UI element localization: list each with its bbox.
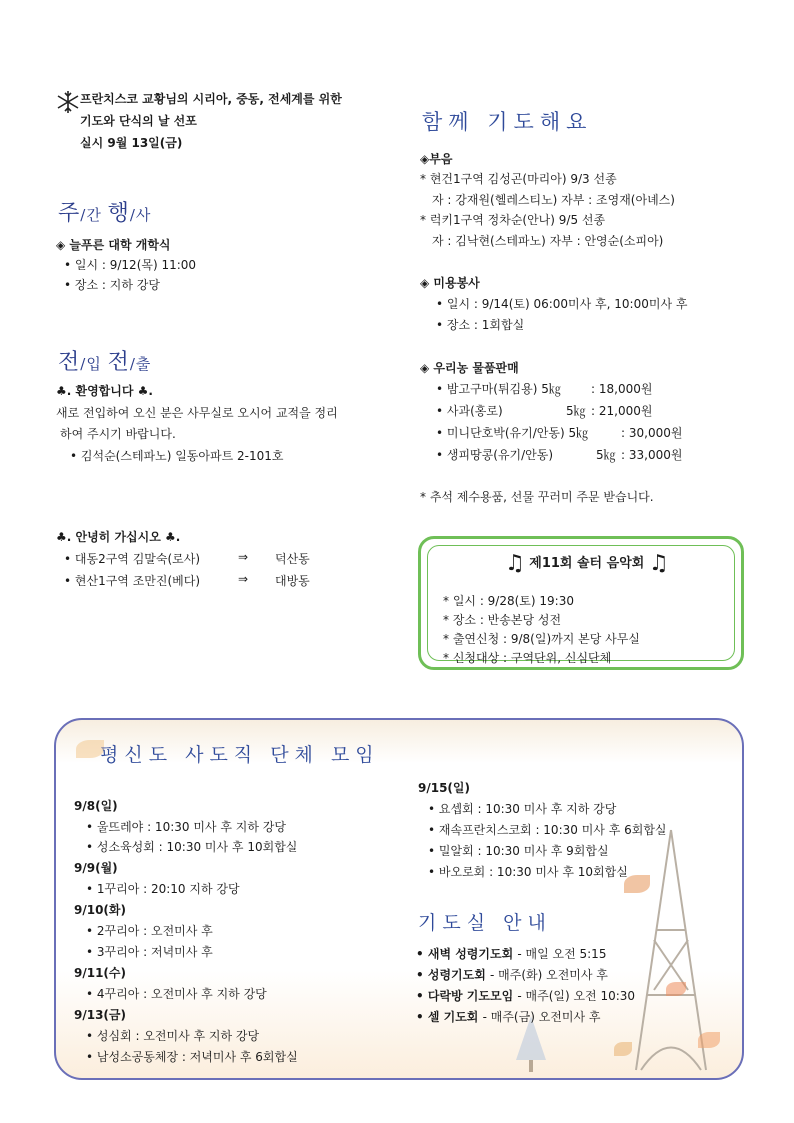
- group-item: • 재속프란치스코회 : 10:30 미사 후 6회합실: [428, 823, 667, 837]
- prayer-room-name: • 성령기도회: [416, 968, 486, 982]
- farewell-item-name: • 대동2구역 김말숙(로사): [64, 552, 201, 566]
- group-item: • 1꾸리아 : 20:10 지하 강당: [86, 882, 240, 896]
- group-item: • 밀알회 : 10:30 미사 후 9회합실: [428, 844, 609, 858]
- farewell-dest: 덕산동: [275, 552, 310, 566]
- group-date: 9/13(금): [74, 1008, 126, 1022]
- snowflake-icon: [56, 90, 80, 114]
- farm-item-name: • 밤고구마(튀김용) 5㎏: [436, 382, 561, 396]
- intro-line-1: 프란치스코 교황님의 시리아, 중동, 전세계를 위한: [80, 92, 342, 106]
- weekly-events-title: [58, 196, 151, 227]
- farm-item-name: • 사과(홍로): [436, 404, 503, 418]
- farm-item-name: • 생피땅콩(유기/안동): [436, 448, 554, 462]
- farewell-title: ♣. 안녕히 가십시오 ♣.: [56, 530, 181, 544]
- prayer-room-row: [416, 966, 608, 983]
- weekly-item-line: • 일시 : 9/12(목) 11:00: [64, 258, 197, 272]
- prayer-room-title: 기도실 안내: [418, 912, 552, 934]
- intro-line-2: 기도와 단식의 날 선포: [80, 114, 197, 128]
- prayer-room-time: - 매주(금) 오전미사 후: [482, 1010, 601, 1024]
- transfer-title-part-a: 전: [58, 350, 81, 375]
- farm-item-price: : 30,000원: [621, 426, 683, 440]
- welcome-item: • 김석순(스테파노) 일동아파트 2-101호: [70, 449, 284, 463]
- transfer-title-part-b: /입: [80, 355, 108, 373]
- group-item: • 남성소공동체장 : 저녁미사 후 6회합실: [86, 1050, 298, 1064]
- welcome-title: ♣. 환영합니다 ♣.: [56, 384, 153, 398]
- weekly-item-line: • 장소 : 지하 강당: [64, 278, 160, 292]
- group-date: 9/15(일): [418, 781, 470, 795]
- transfer-title-part-c: 전: [107, 350, 130, 375]
- obituary-title: ◈부음: [420, 152, 453, 166]
- weekly-title-part-b: /간: [80, 206, 108, 224]
- haircut-line: • 장소 : 1회합실: [436, 318, 525, 332]
- prayer-room-time: - 매일 오전 5:15: [517, 947, 607, 961]
- prayer-room-name: • 셀 기도회: [416, 1010, 479, 1024]
- group-date: 9/8(일): [74, 799, 118, 813]
- group-item: • 3꾸리아 : 저녁미사 후: [86, 945, 213, 959]
- farewell-arrow: ⇒: [238, 550, 249, 564]
- concert-line: * 신청대상 : 구역단위, 신심단체: [443, 651, 612, 665]
- prayer-room-row: [416, 1008, 600, 1025]
- weekly-title-part-d: /사: [129, 206, 152, 224]
- concert-line: * 출연신청 : 9/8(일)까지 본당 사무실: [443, 632, 640, 646]
- haircut-title: ◈ 미용봉사: [420, 276, 480, 290]
- group-item: • 바오로회 : 10:30 미사 후 10회합실: [428, 865, 628, 879]
- farm-item-unit: 5㎏: [596, 448, 616, 462]
- prayer-room-row: [416, 987, 635, 1004]
- welcome-text: 하여 주시기 바랍니다.: [60, 427, 176, 441]
- welcome-text: 새로 전입하여 오신 분은 사무실로 오시어 교적을 정리: [56, 406, 338, 420]
- leaf-decoration: [698, 1032, 720, 1048]
- group-item: • 울뜨레야 : 10:30 미사 후 지하 강당: [86, 820, 286, 834]
- concert-title-row: [505, 551, 669, 576]
- farewell-dest: 대방동: [275, 574, 310, 588]
- music-note-icon: ♫: [648, 551, 669, 576]
- farm-item-price: : 21,000원: [591, 404, 653, 418]
- obituary-line: 자 : 강재원(헬레스티노) 자부 : 조영재(아녜스): [432, 193, 675, 207]
- farm-note: * 추석 제수용품, 선물 꾸러미 주문 받습니다.: [420, 490, 654, 504]
- leaf-decoration: [666, 982, 686, 996]
- obituary-line: * 현건1구역 김성곤(마리아) 9/3 선종: [420, 172, 617, 186]
- prayer-room-time: - 매주(화) 오전미사 후: [490, 968, 608, 982]
- obituary-line: * 럭키1구역 정차순(안나) 9/5 선종: [420, 213, 606, 227]
- farm-item-unit: 5㎏: [566, 404, 586, 418]
- farewell-arrow: ⇒: [238, 572, 249, 586]
- weekly-title-part-a: 주: [58, 201, 81, 226]
- farm-item-price: : 18,000원: [591, 382, 653, 396]
- prayer-room-row: [416, 945, 606, 962]
- group-date: 9/11(수): [74, 966, 126, 980]
- group-item: • 2꾸리아 : 오전미사 후: [86, 924, 213, 938]
- farm-title: ◈ 우리농 물품판매: [420, 361, 519, 375]
- transfer-title-part-d: /출: [129, 355, 152, 373]
- group-item: • 4꾸리아 : 오전미사 후 지하 강당: [86, 987, 267, 1001]
- transfer-title: [58, 345, 151, 376]
- leaf-decoration: [614, 1042, 632, 1056]
- group-item: • 성소육성회 : 10:30 미사 후 10회합실: [86, 840, 298, 854]
- group-date: 9/9(월): [74, 861, 118, 875]
- groups-box: [54, 718, 744, 1080]
- weekly-item-title: ◈ 늘푸른 대학 개학식: [56, 238, 171, 252]
- group-item: • 요셉회 : 10:30 미사 후 지하 강당: [428, 802, 617, 816]
- weekly-title-part-c: 행: [107, 201, 130, 226]
- group-date: 9/10(화): [74, 903, 126, 917]
- group-item: • 성심회 : 오전미사 후 지하 강당: [86, 1029, 260, 1043]
- concert-line: * 장소 : 반송본당 성전: [443, 613, 562, 627]
- concert-line: * 일시 : 9/28(토) 19:30: [443, 594, 574, 608]
- farm-item-price: : 33,000원: [621, 448, 683, 462]
- prayer-room-name: • 새벽 성령기도회: [416, 947, 514, 961]
- concert-box: [418, 536, 744, 670]
- farewell-item-name: • 현산1구역 조만진(베다): [64, 574, 201, 588]
- farm-item-name: • 미니단호박(유기/안동) 5㎏: [436, 426, 589, 440]
- music-note-icon: ♫: [505, 551, 525, 576]
- eiffel-tower-illustration: [596, 820, 744, 1080]
- prayer-room-time: - 매주(일) 오전 10:30: [517, 989, 636, 1003]
- intro-line-3: 실시 9월 13일(금): [80, 136, 183, 150]
- obituary-line: 자 : 김낙현(스테파노) 자부 : 안영순(소피아): [432, 234, 664, 248]
- prayer-room-name: • 다락방 기도모임: [416, 989, 514, 1003]
- prayer-title: 함께 기도해요: [422, 110, 593, 134]
- haircut-line: • 일시 : 9/14(토) 06:00미사 후, 10:00미사 후: [436, 297, 688, 311]
- concert-title: 제11회 솔터 음악회: [529, 556, 645, 571]
- groups-title: 평신도 사도직 단체 모임: [100, 744, 380, 766]
